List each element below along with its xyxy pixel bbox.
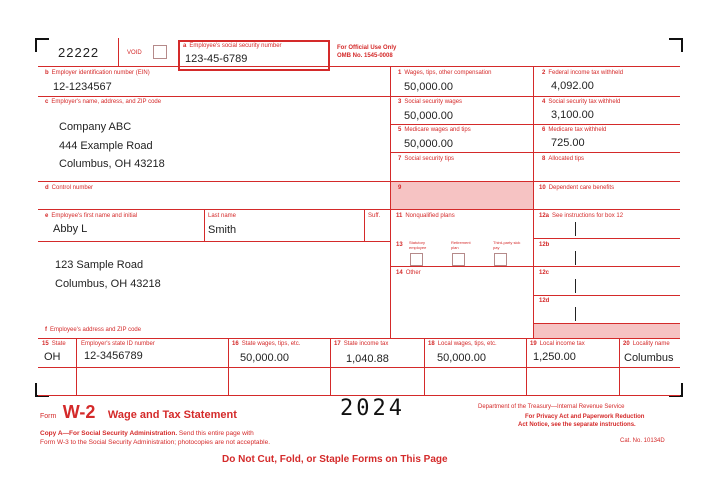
box-4-value[interactable]: 3,100.00 <box>551 109 594 121</box>
box-1-value[interactable]: 50,000.00 <box>404 81 453 93</box>
footer-warning: Do Not Cut, Fold, or Staple Forms on This Page <box>222 454 448 465</box>
box-14-label: 14 Other <box>396 270 421 276</box>
box-12d-label: 12d <box>539 298 550 304</box>
box-12c-label: 12c <box>539 270 550 276</box>
box-6-label: 6 Medicare tax withheld <box>542 127 607 133</box>
privacy-line2: Act Notice, see the separate instructions. <box>518 422 636 428</box>
void-label: VOID <box>127 50 142 56</box>
box-2-value[interactable]: 4,092.00 <box>551 80 594 92</box>
box-1-label: 1 Wages, tips, other compensation <box>398 70 492 76</box>
box-8-label: 8 Allocated tips <box>542 156 585 162</box>
box-7-field[interactable] <box>391 165 533 180</box>
box-15-id-value[interactable]: 12-3456789 <box>84 350 143 362</box>
box-12c-code-divider <box>575 279 576 293</box>
box-3-value[interactable]: 50,000.00 <box>404 110 453 122</box>
box-f-label: f Employee's address and ZIP code <box>45 327 142 333</box>
form-name: W-2 <box>62 402 96 422</box>
form-title: Wage and Tax Statement <box>107 409 237 421</box>
box-9-shade <box>391 182 533 209</box>
form-code: 22222 <box>58 45 100 60</box>
box-b-value[interactable]: 12-1234567 <box>53 81 112 93</box>
box-13-statutory-label: Statutory employee <box>409 240 427 250</box>
box-d-label: d Control number <box>45 185 94 191</box>
box-e-last-label: Last name <box>208 213 237 219</box>
box-b-label: b Employer identification number (EIN) <box>45 70 150 76</box>
box-6-value[interactable]: 725.00 <box>551 137 585 149</box>
box-e-label: e Employee's first name and initial <box>45 213 138 219</box>
box-7-label: 7 Social security tips <box>398 156 455 162</box>
box-13-thirdparty-label: Third-party sick pay <box>493 240 521 250</box>
box-9-label: 9 <box>398 185 402 191</box>
treasury-dept: Department of the Treasury—Internal Revenue Service <box>478 404 625 410</box>
void-checkbox[interactable] <box>153 45 167 59</box>
privacy-line1: For Privacy Act and Paperwork Reduction <box>525 414 645 420</box>
box-19-label: 19 Local income tax <box>530 341 585 347</box>
box-3-label: 3 Social security wages <box>398 99 463 105</box>
box-12d-code-divider <box>575 307 576 321</box>
box-17-label: 17 State income tax <box>334 341 389 347</box>
box-16-value[interactable]: 50,000.00 <box>240 352 289 364</box>
corner-mark-top-left <box>35 38 49 52</box>
box-15-id-label: Employer's state ID number <box>81 341 155 347</box>
box-12a-code-divider <box>575 222 576 236</box>
box-c-line3[interactable]: Columbus, OH 43218 <box>59 158 165 170</box>
copy-a-line2: Form W-3 to the Social Security Administration; photocopies are not acceptable. <box>40 439 271 446</box>
box-15-state-label: 15 State <box>42 341 66 347</box>
box-e-first-name[interactable]: Abby L <box>53 223 88 235</box>
official-use-label: For Official Use Only <box>337 45 397 51</box>
box-15-state-value[interactable]: OH <box>44 351 61 363</box>
box-c-line1[interactable]: Company ABC <box>59 121 132 133</box>
box-e-suffix-label: Suff. <box>368 213 381 219</box>
box-17-value[interactable]: 1,040.88 <box>346 353 389 365</box>
box-c-line2[interactable]: 444 Example Road <box>59 140 153 152</box>
box-8-field[interactable] <box>534 165 680 180</box>
box-12-bottom-shade <box>534 323 680 338</box>
box-18-label: 18 Local wages, tips, etc. <box>428 341 497 347</box>
box-13-retirement-label: Retirement plan <box>451 240 471 250</box>
box-19-value[interactable]: 1,250.00 <box>533 351 576 363</box>
tax-year: 2024 <box>340 396 405 421</box>
form-word: Form <box>40 413 57 420</box>
box-c-label: c Employer's name, address, and ZIP code <box>45 99 162 105</box>
form-title-line <box>40 402 237 423</box>
box-11-label: 11 Nonqualified plans <box>396 213 455 219</box>
box-5-label: 5 Medicare wages and tips <box>398 127 471 133</box>
box-13-thirdparty-checkbox[interactable] <box>494 253 507 266</box>
box-12b-label: 12b <box>539 242 550 248</box>
box-13-retirement-checkbox[interactable] <box>452 253 465 266</box>
copy-a-line1: Copy A—For Social Security Administration. Send this entire page with <box>40 430 254 437</box>
box-12b-code-divider <box>575 251 576 265</box>
box-18-value[interactable]: 50,000.00 <box>437 352 486 364</box>
box-a-label: a Employee's social security number <box>183 43 282 49</box>
box-13-statutory-checkbox[interactable] <box>410 253 423 266</box>
omb-label: OMB No. 1545-0008 <box>337 53 393 59</box>
box-10-label: 10 Dependent care benefits <box>539 185 615 191</box>
box-e-last-name[interactable]: Smith <box>208 224 237 236</box>
box-12a-label: 12a See instructions for box 12 <box>539 213 624 219</box>
box-5-value[interactable]: 50,000.00 <box>404 138 453 150</box>
box-a-value: 123-45-6789 <box>185 53 248 65</box>
box-13-label: 13 <box>396 242 403 248</box>
corner-mark-top-right <box>669 38 683 52</box>
box-2-label: 2 Federal income tax withheld <box>542 70 624 76</box>
box-20-label: 20 Locality name <box>623 341 670 347</box>
cat-number: Cat. No. 10134D <box>620 438 665 444</box>
box-20-value[interactable]: Columbus <box>624 352 674 364</box>
box-f-line2[interactable]: Columbus, OH 43218 <box>55 278 161 290</box>
box-16-label: 16 State wages, tips, etc. <box>232 341 301 347</box>
box-4-label: 4 Social security tax withheld <box>542 99 621 105</box>
box-f-line1[interactable]: 123 Sample Road <box>55 259 144 271</box>
